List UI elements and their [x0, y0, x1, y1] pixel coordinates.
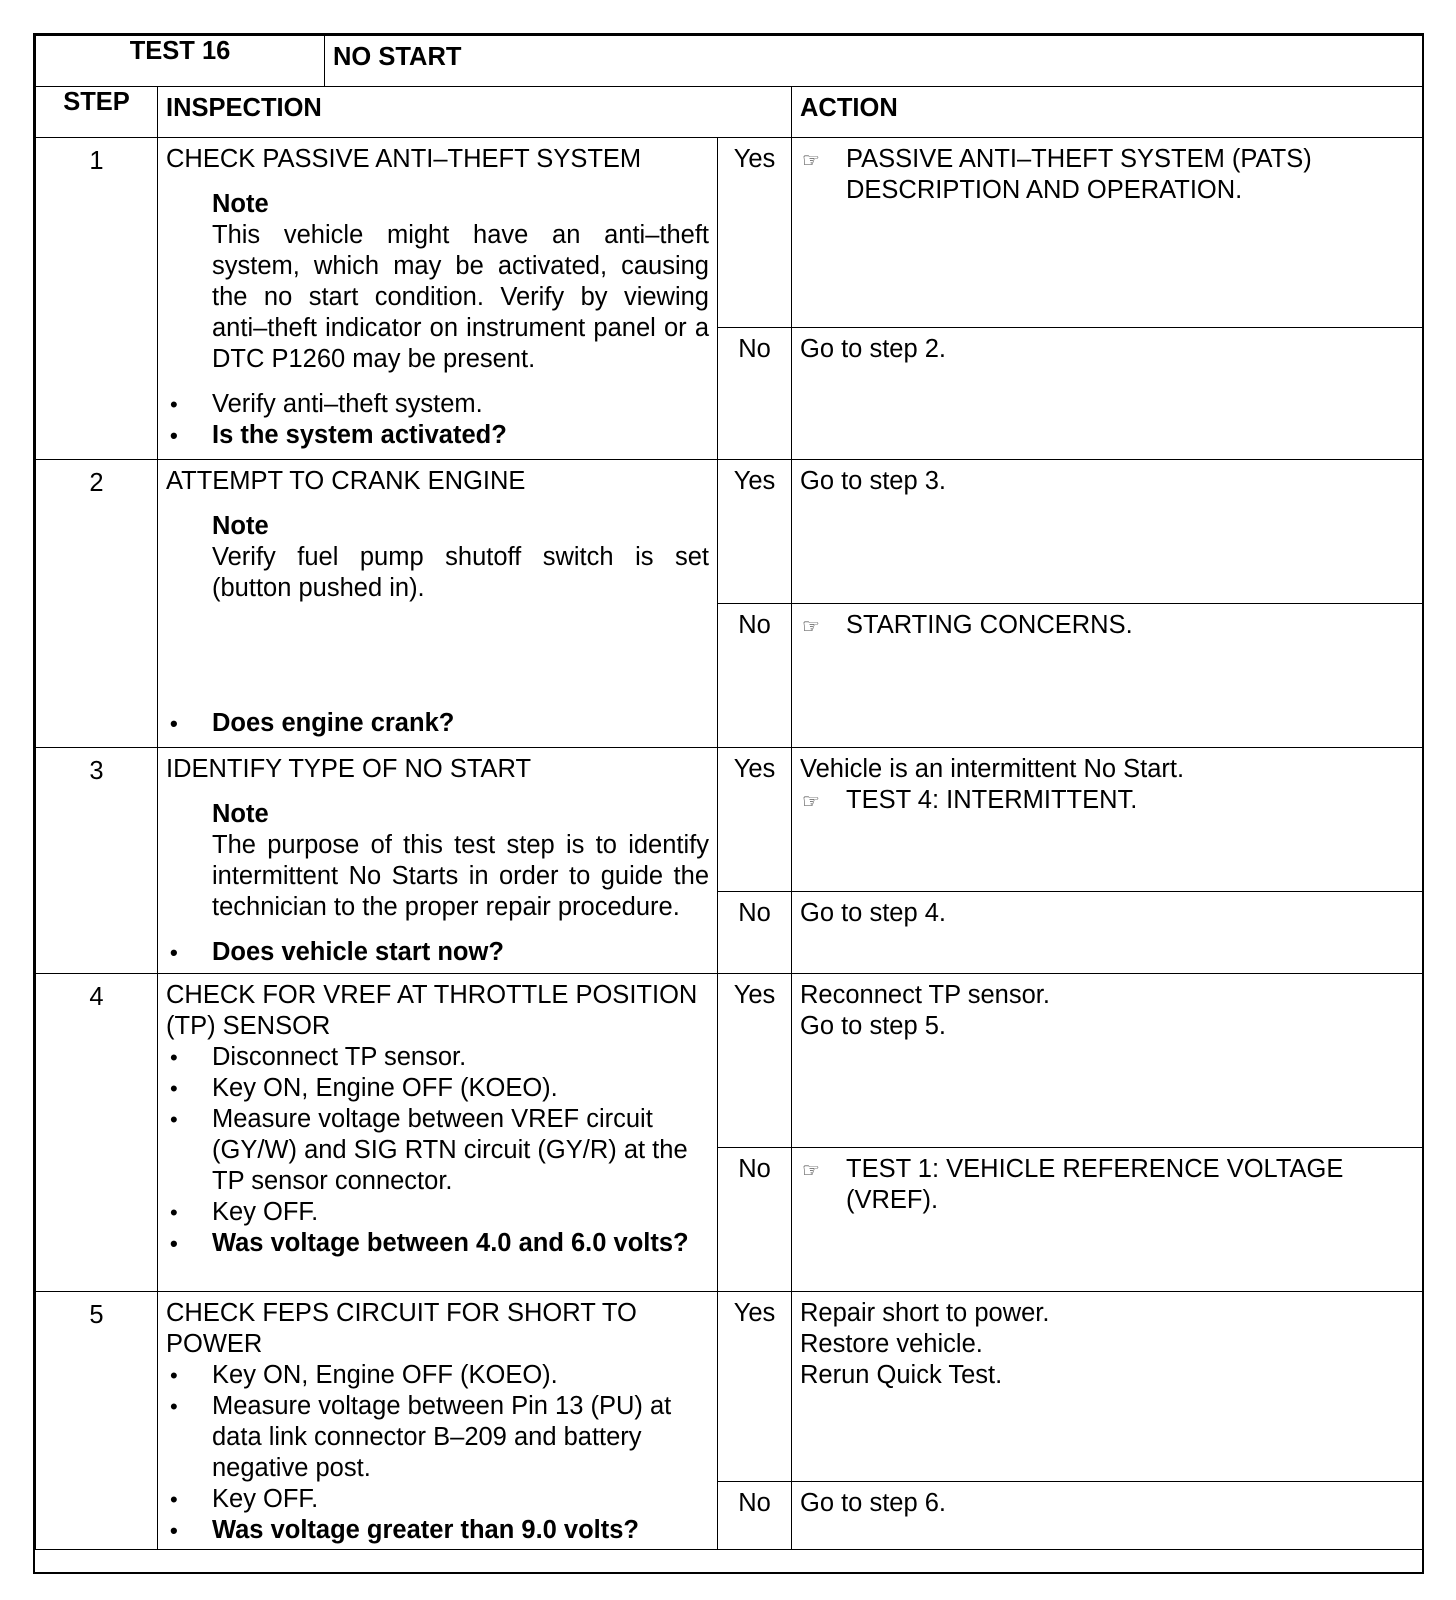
step-heading: ATTEMPT TO CRANK ENGINE — [166, 467, 526, 495]
step-inspection — [158, 138, 718, 460]
step-inspection — [158, 1292, 718, 1550]
bullet-item: • Key OFF. — [166, 1484, 709, 1515]
step-number: 4 — [36, 974, 158, 1292]
step-inspection — [158, 460, 718, 748]
step-row — [36, 974, 1423, 1148]
action-text: Rerun Quick Test. — [800, 1361, 1003, 1389]
step-bullets — [166, 1042, 709, 1259]
note-body: This vehicle might have an anti–theft system, which may be activated, causing the no start condition. Verify by viewing anti–theft indicator on instrument panel or a DTC P1260 may be present. — [212, 221, 709, 373]
no-label: No — [718, 604, 792, 748]
step-heading: IDENTIFY TYPE OF NO START — [166, 755, 532, 783]
step-number: 3 — [36, 748, 158, 974]
action-text: Reconnect TP sensor. — [800, 981, 1050, 1009]
yes-label: Yes — [718, 1292, 792, 1482]
bullet-item: • Key ON, Engine OFF (KOEO). — [166, 1073, 709, 1104]
yes-action — [792, 1292, 1423, 1482]
pointing-hand-icon: ☞ — [802, 791, 820, 813]
pointing-hand-icon: ☞ — [802, 1160, 820, 1182]
step-inspection — [158, 974, 718, 1292]
reference-text: PASSIVE ANTI–THEFT SYSTEM (PATS) DESCRIPTION AND OPERATION. — [846, 145, 1312, 204]
step-heading: CHECK FEPS CIRCUIT FOR SHORT TO POWER — [166, 1299, 637, 1358]
test-number: TEST 16 — [36, 36, 325, 87]
column-header-row — [36, 87, 1423, 138]
step-number: 1 — [36, 138, 158, 460]
col-header-step: STEP — [36, 87, 158, 138]
step-row — [36, 460, 1423, 604]
yes-label: Yes — [718, 974, 792, 1148]
reference-text: TEST 1: VEHICLE REFERENCE VOLTAGE (VREF). — [846, 1155, 1344, 1214]
step-bullets — [166, 708, 709, 739]
no-label: No — [718, 1482, 792, 1550]
pointing-hand-icon: ☞ — [802, 616, 820, 638]
action-text: Go to step 5. — [800, 1012, 947, 1040]
bullet-item: • Key ON, Engine OFF (KOEO). — [166, 1360, 709, 1391]
step-row — [36, 748, 1423, 892]
no-action: Go to step 6. — [792, 1482, 1423, 1550]
bullet-item: • Measure voltage between VREF circuit (GY/W) and SIG RTN circuit (GY/R) at the TP sensor connector. — [166, 1104, 709, 1197]
note-title: Note — [212, 512, 269, 540]
step-heading: CHECK FOR VREF AT THROTTLE POSITION (TP) SENSOR — [166, 981, 698, 1040]
reference-text: STARTING CONCERNS. — [846, 611, 1133, 639]
step-question: • Is the system activated? — [166, 420, 709, 451]
bullet-item: • Measure voltage between Pin 13 (PU) at data link connector B–209 and battery negative post. — [166, 1391, 709, 1484]
title-row — [36, 36, 1423, 87]
note-body: Verify fuel pump shutoff switch is set (button pushed in). — [212, 543, 709, 602]
step-bullets — [166, 937, 709, 968]
no-label: No — [718, 328, 792, 460]
step-number: 2 — [36, 460, 158, 748]
yes-label: Yes — [718, 138, 792, 328]
reference-link — [800, 144, 1414, 206]
no-label: No — [718, 1148, 792, 1292]
yes-action — [792, 974, 1423, 1148]
no-action: Go to step 2. — [792, 328, 1423, 460]
yes-label: Yes — [718, 748, 792, 892]
action-text: Repair short to power. — [800, 1299, 1050, 1327]
step-bullets — [166, 389, 709, 451]
pointing-hand-icon: ☞ — [802, 150, 820, 172]
step-question: • Does engine crank? — [166, 708, 709, 739]
yes-label: Yes — [718, 460, 792, 604]
yes-action — [792, 748, 1423, 892]
col-header-inspection: INSPECTION — [158, 87, 792, 138]
no-action — [792, 604, 1423, 748]
reference-link — [800, 785, 1414, 816]
col-header-action: ACTION — [792, 87, 1423, 138]
test-title: NO START — [325, 36, 1423, 87]
step-number: 5 — [36, 1292, 158, 1550]
step-inspection — [158, 748, 718, 974]
step-heading: CHECK PASSIVE ANTI–THEFT SYSTEM — [166, 145, 642, 173]
bullet-item: • Verify anti–theft system. — [166, 389, 709, 420]
test-procedure-document — [33, 33, 1424, 1574]
action-text: Restore vehicle. — [800, 1330, 983, 1358]
step-bullets — [166, 1360, 709, 1546]
action-text: Vehicle is an intermittent No Start. — [800, 755, 1185, 783]
note-title: Note — [212, 800, 269, 828]
step-question: • Was voltage between 4.0 and 6.0 volts? — [166, 1228, 709, 1259]
reference-link — [800, 1154, 1414, 1216]
reference-link — [800, 610, 1414, 641]
step-row — [36, 138, 1423, 328]
reference-text: TEST 4: INTERMITTENT. — [846, 786, 1138, 814]
step-question: • Does vehicle start now? — [166, 937, 709, 968]
note-body: The purpose of this test step is to identify intermittent No Starts in order to guide the technician to the proper repair procedure. — [212, 831, 709, 921]
no-action: Go to step 4. — [792, 892, 1423, 974]
step-row — [36, 1292, 1423, 1482]
diagnostic-table — [35, 35, 1423, 1550]
step-question: • Was voltage greater than 9.0 volts? — [166, 1515, 709, 1546]
yes-action — [792, 138, 1423, 328]
no-action — [792, 1148, 1423, 1292]
yes-action: Go to step 3. — [792, 460, 1423, 604]
bullet-item: • Key OFF. — [166, 1197, 709, 1228]
bullet-item: • Disconnect TP sensor. — [166, 1042, 709, 1073]
no-label: No — [718, 892, 792, 974]
note-title: Note — [212, 190, 269, 218]
